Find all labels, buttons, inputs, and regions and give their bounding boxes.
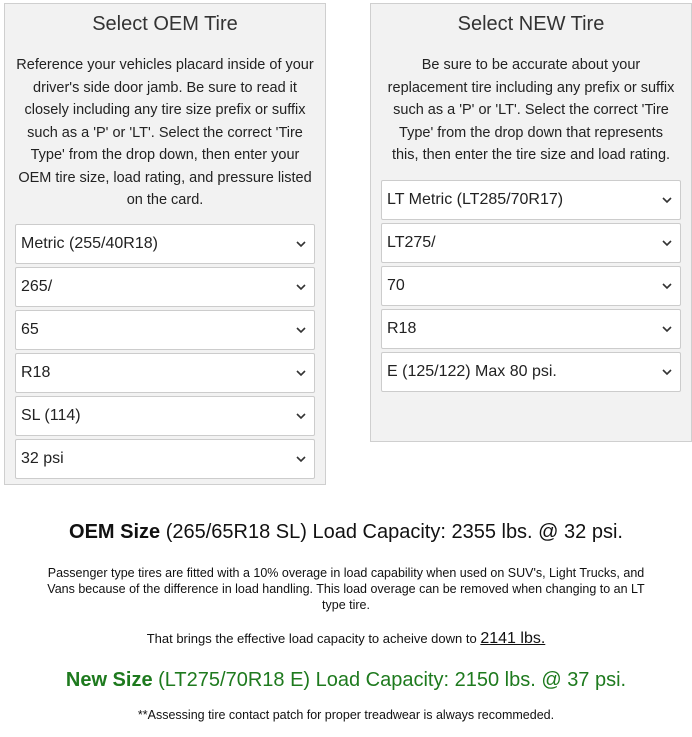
treadwear-footnote: **Assessing tire contact patch for proper treadwear is always recommeded. xyxy=(137,708,555,722)
select-value: 32 psi xyxy=(21,450,64,467)
new-size-label: New Size xyxy=(65,669,153,691)
chevron-down-icon xyxy=(662,325,672,333)
select-value: R18 xyxy=(387,320,417,337)
new-rim-select[interactable] xyxy=(381,309,681,349)
chevron-down-icon xyxy=(296,412,306,420)
load-overage-note: Passenger type tires are fitted with a 10% overage in load capability when used on SUV's, Light Trucks, and Vans because of the difference in load handling. This load overage can be removed when changing to an LT type tire. xyxy=(47,566,645,612)
chevron-down-icon xyxy=(662,282,672,290)
new-width-select[interactable] xyxy=(381,223,681,263)
oem-aspect-ratio-select[interactable] xyxy=(15,310,315,350)
new-tire-panel xyxy=(370,3,692,442)
chevron-down-icon xyxy=(296,240,306,248)
oem-panel-title: Select OEM Tire xyxy=(92,13,238,35)
select-value: Metric (255/40R18) xyxy=(21,235,158,252)
oem-tire-type-select[interactable] xyxy=(15,224,315,264)
select-value: LT275/ xyxy=(387,234,436,251)
chevron-down-icon xyxy=(662,196,672,204)
new-instructions: Be sure to be accurate about your replacement tire including any prefix or suffix such as a 'P' or 'LT'. Select the correct 'Tire Type' from the drop down that represents this, then enter the tire size and load rating. xyxy=(387,57,675,163)
new-aspect-ratio-select[interactable] xyxy=(381,266,681,306)
select-value: 265/ xyxy=(21,278,53,295)
oem-load-rating-select[interactable] xyxy=(15,396,315,436)
new-tire-type-select[interactable] xyxy=(381,180,681,220)
new-size-result xyxy=(0,669,692,692)
new-panel-title: Select NEW Tire xyxy=(457,13,605,35)
oem-width-select[interactable] xyxy=(15,267,315,307)
effective-capacity-value: 2141 lbs. xyxy=(480,630,546,647)
chevron-down-icon xyxy=(662,239,672,247)
oem-tire-panel xyxy=(4,3,326,485)
effective-capacity-prefix: That brings the effective load capacity to acheive down to xyxy=(146,631,481,646)
select-value: SL (114) xyxy=(21,407,81,424)
select-value: LT Metric (LT285/70R17) xyxy=(387,191,564,208)
select-value: R18 xyxy=(21,364,51,381)
oem-instructions: Reference your vehicles placard inside of your driver's side door jamb. Be sure to read it closely including any tire size prefix or suffix such as a 'P' or 'LT'. Select the correct 'Tire Type' from the drop down, then enter your OEM tire size, load rating, and pressure listed on the card. xyxy=(16,57,314,208)
chevron-down-icon xyxy=(296,369,306,377)
new-load-rating-select[interactable] xyxy=(381,352,681,392)
select-value: 65 xyxy=(21,321,39,338)
chevron-down-icon xyxy=(662,368,672,376)
effective-capacity-line xyxy=(0,630,692,648)
new-size-text: (LT275/70R18 E) Load Capacity: 2150 lbs. @ 37 psi. xyxy=(152,669,627,691)
oem-size-result xyxy=(0,521,692,544)
select-value: 70 xyxy=(387,277,405,294)
chevron-down-icon xyxy=(296,326,306,334)
oem-pressure-select[interactable] xyxy=(15,439,315,479)
chevron-down-icon xyxy=(296,283,306,291)
oem-size-text: (265/65R18 SL) Load Capacity: 2355 lbs. @ 32 psi. xyxy=(160,521,623,543)
oem-size-label: OEM Size xyxy=(69,521,161,543)
chevron-down-icon xyxy=(296,455,306,463)
select-value: E (125/122) Max 80 psi. xyxy=(387,363,557,380)
oem-rim-select[interactable] xyxy=(15,353,315,393)
